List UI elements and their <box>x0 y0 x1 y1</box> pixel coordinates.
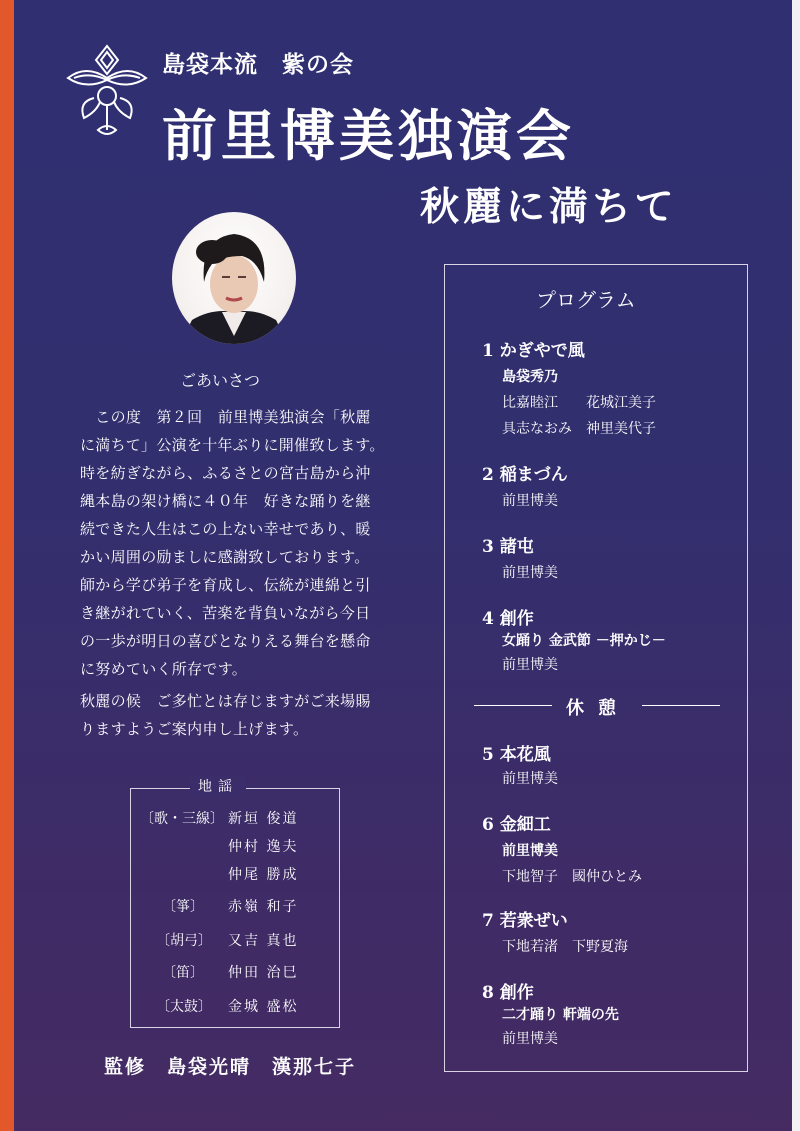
greeting-line: 続できた人生はこの上ない幸せであり、暖 <box>80 520 371 538</box>
accent-strip <box>0 0 14 1131</box>
greeting-line: 縄本島の架け橋に４０年 好きな踊りを継 <box>80 492 371 510</box>
program-item-performer: 女踊り 金武節 －押かじ－ <box>502 633 666 649</box>
musician-name: 仲田 治巳 <box>228 965 299 981</box>
program-item-title: 6 金細工 <box>482 815 551 835</box>
program-item-performer: 下地智子 國仲ひとみ <box>502 869 642 885</box>
greeting-line: りますようご案内申し上げます。 <box>80 720 309 738</box>
family-crest-icon <box>64 42 150 138</box>
program-item-performer: 前里博美 <box>502 657 558 673</box>
program-item-performer: 前里博美 <box>502 843 558 859</box>
greeting-line: の一歩が明日の喜びとなりえる舞台を懸命 <box>80 632 371 650</box>
musician-role: 〔箏〕 <box>162 899 204 915</box>
supervisor-credit: 監修 島袋光晴 漢那七子 <box>104 1056 357 1078</box>
greeting-line: に努めていく所存です。 <box>80 660 248 678</box>
program-item-title: 3 諸屯 <box>482 537 534 557</box>
performer-portrait <box>172 212 296 344</box>
program-item-title: 2 稲まづん <box>482 465 568 485</box>
program-item-performer: 前里博美 <box>502 771 558 787</box>
musician-role: 〔太鼓〕 <box>156 999 212 1015</box>
program-item-title: 1 かぎやで風 <box>482 341 585 361</box>
musicians-heading: 地謡 <box>190 776 246 796</box>
musician-name: 仲尾 勝成 <box>228 867 299 883</box>
program-item-performer: 前里博美 <box>502 493 558 509</box>
musician-name: 赤嶺 和子 <box>228 899 299 915</box>
divider-line <box>642 705 720 706</box>
musician-name: 新垣 俊道 <box>228 811 299 827</box>
program-item-performer: 下地若渚 下野夏海 <box>502 939 628 955</box>
musician-name: 又吉 真也 <box>228 933 299 949</box>
intermission-label: 休憩 <box>566 698 630 719</box>
program-item-performer: 具志なおみ 神里美代子 <box>502 421 656 437</box>
greeting-line: に満ちて」公演を十年ぶりに開催致します。 <box>80 436 385 454</box>
program-item-title: 8 創作 <box>482 983 534 1003</box>
musician-role: 〔歌・三線〕 <box>140 811 224 827</box>
greeting-line: 秋麗の候 ご多忙とは存じますがご来場賜 <box>80 692 371 710</box>
greeting-line: き継がれていく、苦楽を背負いながら今日 <box>80 604 371 622</box>
greeting-line: かい周囲の励ましに感謝致しております。 <box>80 548 370 566</box>
program-item-performer: 比嘉睦江 花城江美子 <box>502 395 656 411</box>
greeting-line: この度 第２回 前里博美独演会「秋麗 <box>80 408 371 426</box>
program-item-performer: 前里博美 <box>502 1031 558 1047</box>
greeting-line: 師から学び弟子を育成し、伝統が連綿と引 <box>80 576 371 594</box>
greeting-line: 時を紡ぎながら、ふるさとの宮古島から沖 <box>80 464 371 482</box>
event-subtitle: 秋麗に満ちて <box>420 184 678 230</box>
musician-role: 〔笛〕 <box>162 965 204 981</box>
program-heading: プログラム <box>536 288 636 312</box>
program-item-performer: 前里博美 <box>502 565 558 581</box>
divider-line <box>474 705 552 706</box>
intermission-divider <box>474 694 720 718</box>
program-item-performer: 二才踊り 軒端の先 <box>502 1007 619 1023</box>
program-item-title: 4 創作 <box>482 609 534 629</box>
organization-name: 島袋本流 紫の会 <box>162 52 354 78</box>
musician-role: 〔胡弓〕 <box>156 933 212 949</box>
musician-name: 仲村 逸夫 <box>228 839 299 855</box>
event-title: 前里博美独演会 <box>162 103 576 168</box>
greeting-heading: ごあいさつ <box>180 371 261 390</box>
program-item-title: 5 本花風 <box>482 745 551 765</box>
program-item-performer: 島袋秀乃 <box>502 369 558 385</box>
program-item-title: 7 若衆ぜい <box>482 911 568 931</box>
musician-name: 金城 盛松 <box>228 999 299 1015</box>
